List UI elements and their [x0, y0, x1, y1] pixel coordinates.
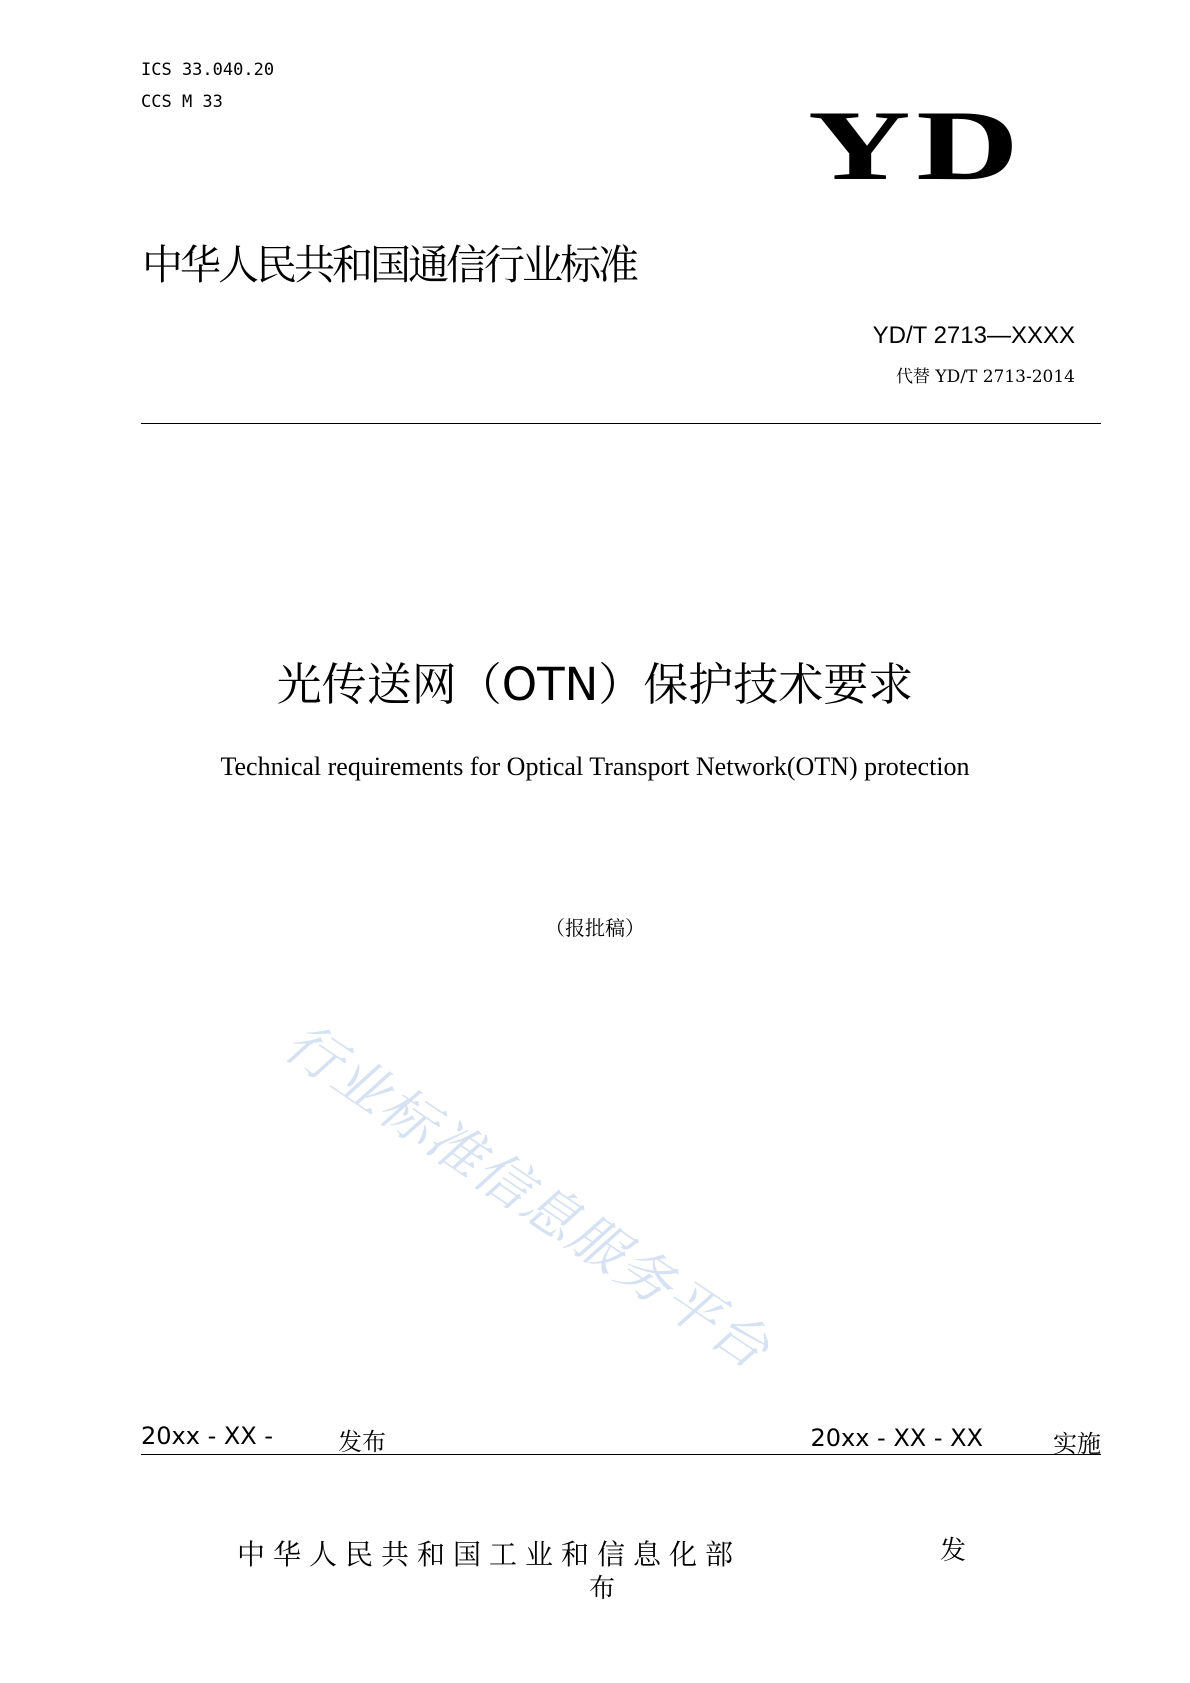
implementation-label: 实施	[1053, 1430, 1101, 1458]
watermark: 行业标准信息服务平台	[273, 1009, 782, 1382]
issue-date: 20xx - XX -	[141, 1422, 274, 1450]
issuing-authority: 中华人民共和国工业和信息化部	[237, 1538, 742, 1571]
issue-label: 发布	[338, 1428, 386, 1456]
issue-char-bu: 布	[589, 1574, 616, 1604]
implementation-date: 20xx - XX - XX	[810, 1424, 983, 1452]
draft-status: （报批稿）	[545, 916, 645, 940]
yd-logo: YD	[808, 90, 1025, 201]
document-title-chinese: 光传送网（OTN）保护技术要求	[276, 658, 914, 711]
issue-char-fa: 发	[940, 1536, 967, 1566]
replaces-standard: 代替 YD/T 2713-2014	[896, 367, 1075, 387]
standard-number: YD/T 2713—XXXX	[872, 322, 1075, 349]
ccs-code: CCS M 33	[141, 92, 223, 112]
bottom-divider	[141, 1454, 1101, 1455]
ics-code: ICS 33.040.20	[141, 60, 275, 80]
document-title-english: Technical requirements for Optical Transport Network(OTN) protection	[220, 752, 970, 781]
top-divider	[141, 423, 1101, 424]
standard-family-title: 中华人民共和国通信行业标准	[142, 241, 636, 289]
